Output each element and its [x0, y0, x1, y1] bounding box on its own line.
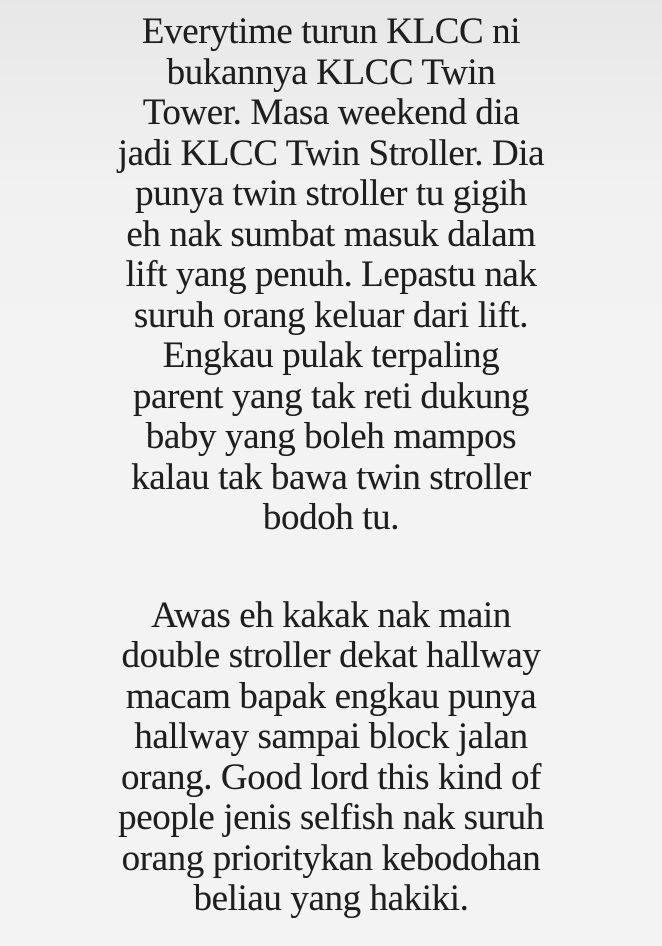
story-line: orang prioritykan kebodohan: [121, 837, 541, 879]
story-line: people jenis selfish nak suruh: [118, 797, 544, 838]
story-paragraph-2: [0, 596, 662, 920]
story-line: jadi KLCC Twin Stroller. Dia: [117, 132, 545, 174]
story-line: beliau yang hakiki.: [193, 878, 469, 919]
story-line: hallway sampai block jalan: [134, 716, 528, 757]
story-line: bukannya KLCC Twin: [166, 51, 496, 93]
story-line: Awas eh kakak nak main: [151, 594, 511, 636]
story-line: double stroller dekat hallway: [121, 635, 541, 676]
story-line: Everytime turun KLCC ni: [141, 11, 521, 52]
story-line: baby yang boleh mampos: [145, 416, 517, 457]
story-line: Tower. Masa weekend dia: [142, 92, 520, 133]
story-line: eh nak sumbat masuk dalam: [126, 213, 536, 255]
story-line: punya twin stroller tu gigih: [135, 173, 527, 214]
story-line: suruh orang keluar dari lift.: [133, 294, 529, 336]
story-line: lift yang penuh. Lepastu nak: [125, 254, 537, 295]
story-line: macam bapak engkau punya: [125, 675, 537, 717]
story-line: orang. Good lord this kind of: [120, 756, 542, 798]
story-line: Engkau pulak terpaling: [162, 335, 500, 376]
story-line: kalau tak bawa twin stroller: [131, 456, 531, 498]
story-line: parent yang tak reti dukung: [132, 375, 530, 417]
story-line: bodoh tu.: [262, 497, 400, 538]
story-paragraph-1: [0, 12, 662, 539]
